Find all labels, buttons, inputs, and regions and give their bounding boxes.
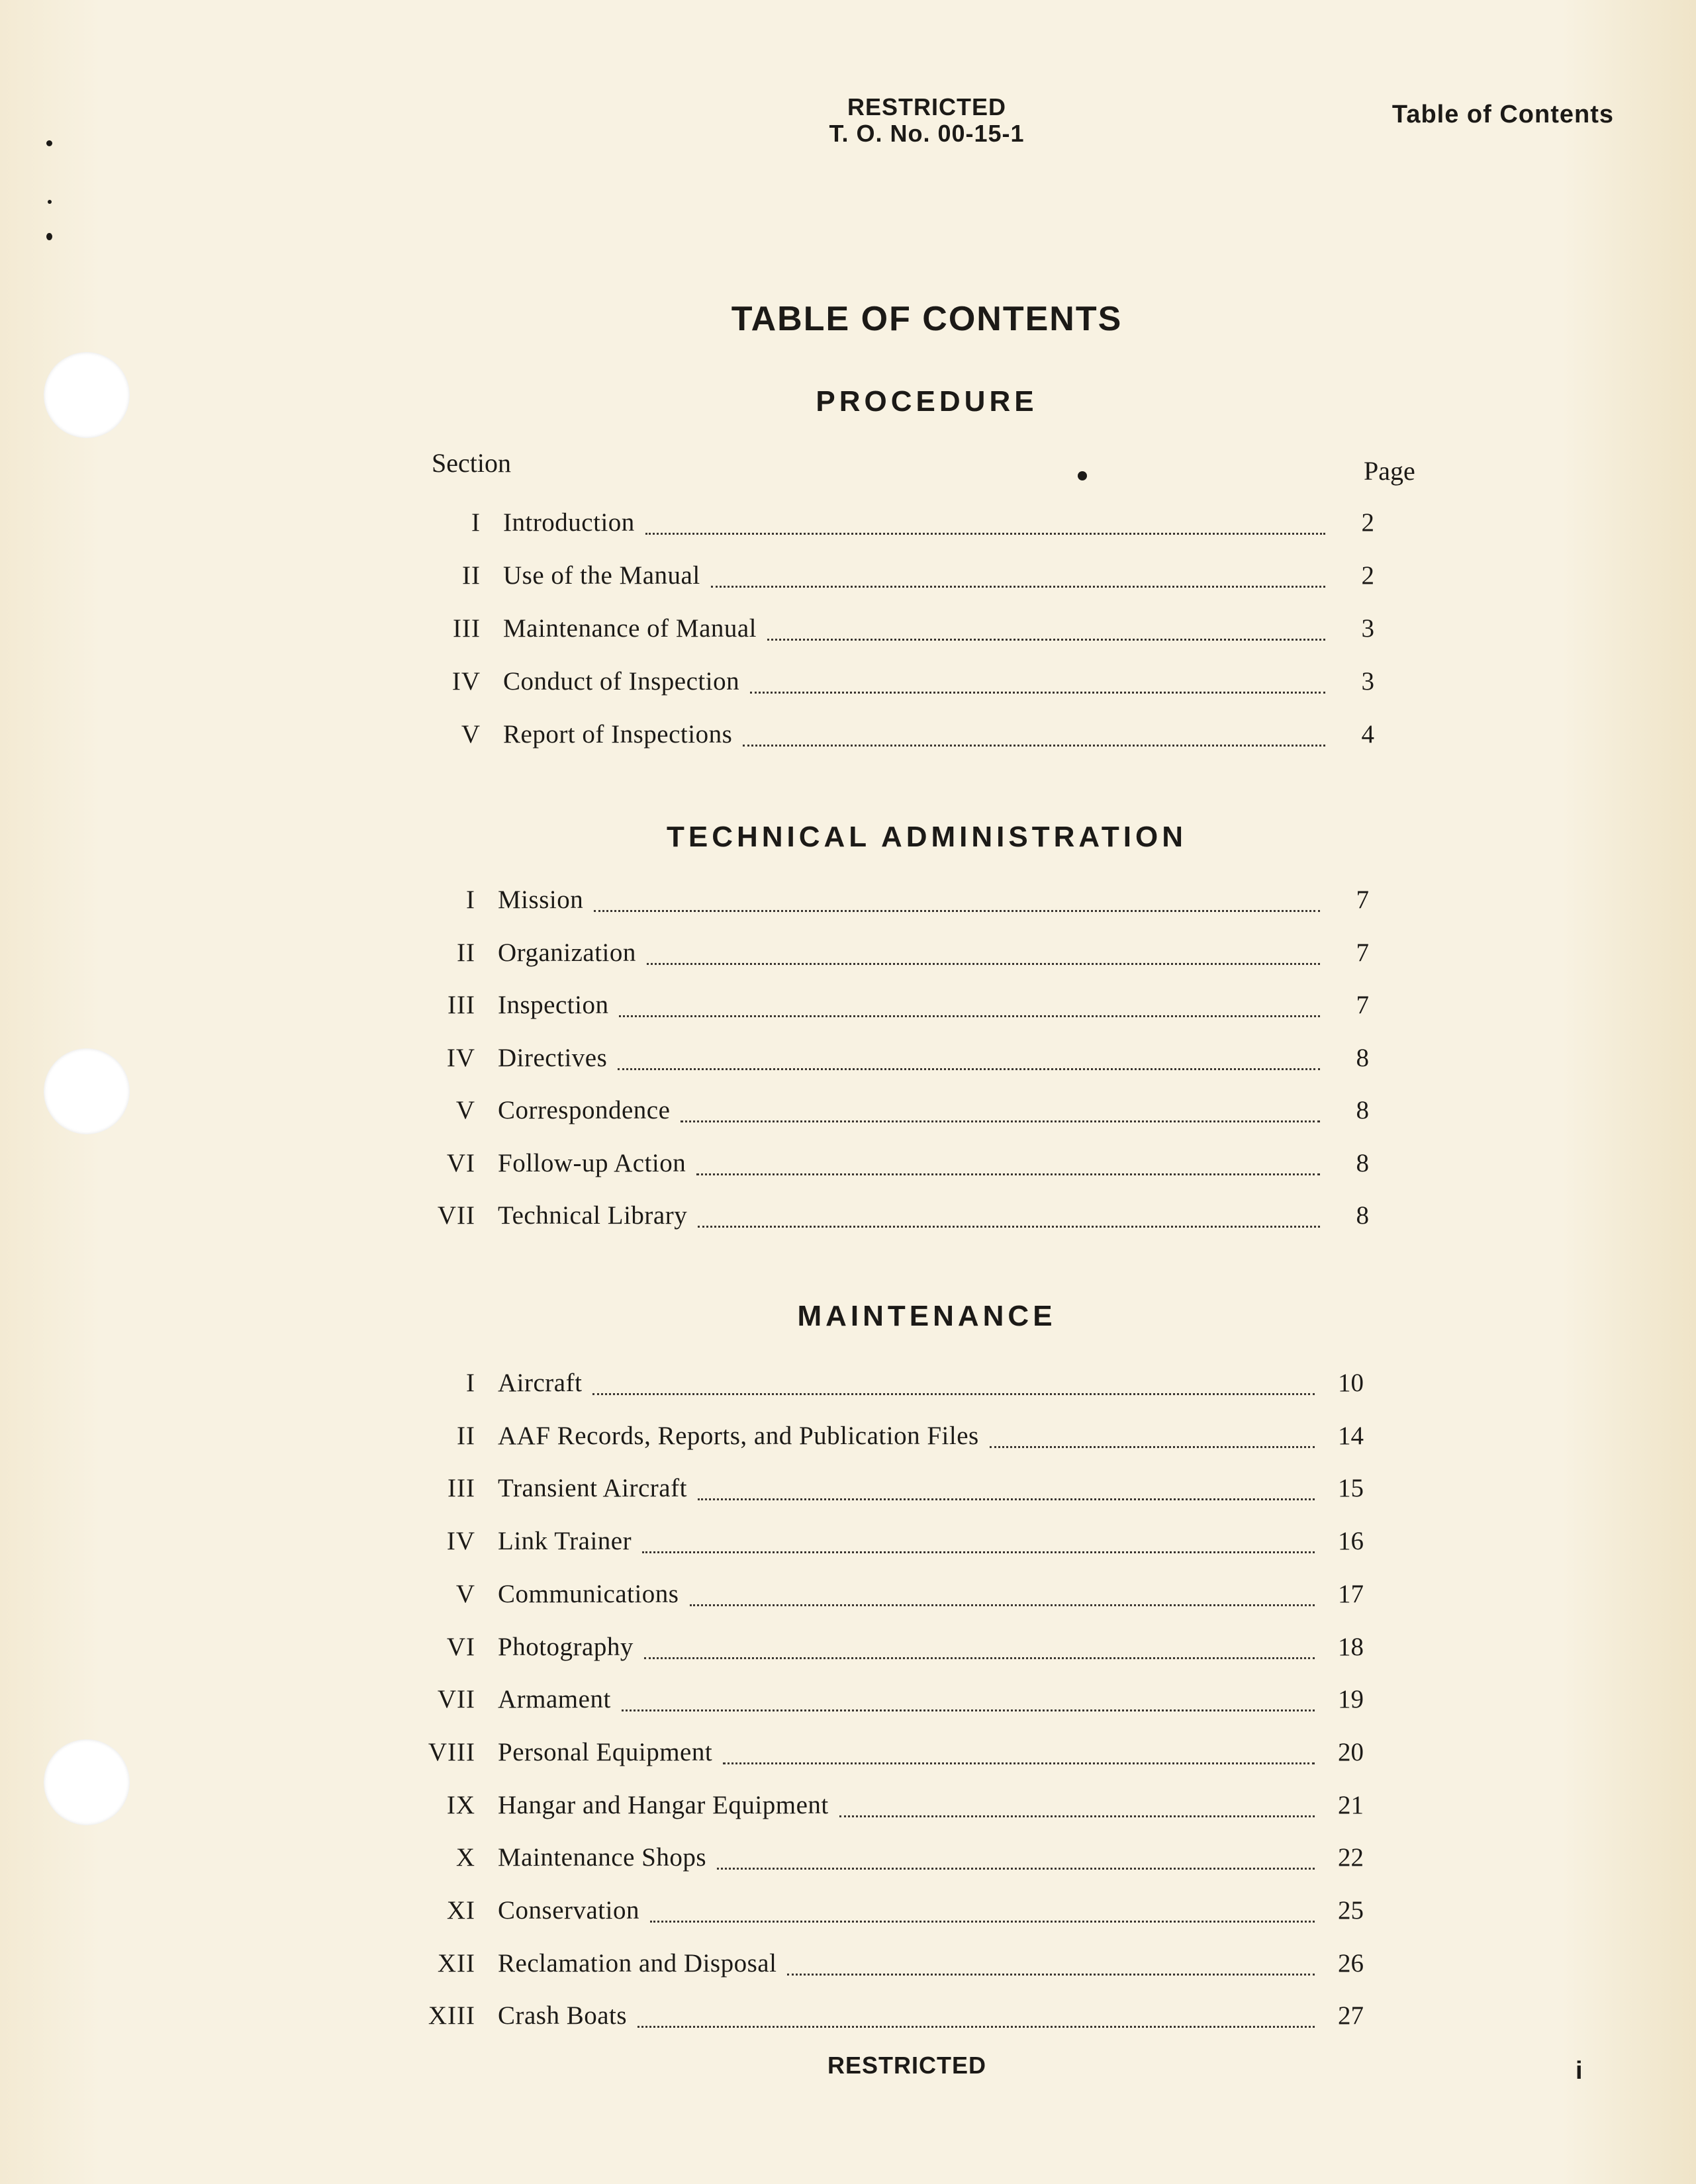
toc-entry-page-number: 22 (1338, 1843, 1364, 1872)
toc-dot-leader (650, 1913, 1315, 1923)
toc-entry (416, 1091, 1369, 1130)
section-heading-procedure: PROCEDURE (816, 385, 1038, 418)
toc-dot-leader (990, 1438, 1315, 1448)
toc-entry-title: Directives (498, 1044, 608, 1072)
toc-entry-section-number: IV (446, 1527, 475, 1555)
toc-entry-title: Inspection (498, 991, 609, 1019)
toc-entry-title: Transient Aircraft (498, 1474, 687, 1502)
punch-hole-bottom (44, 1739, 130, 1825)
toc-entry-page-number: 21 (1338, 1791, 1364, 1819)
toc-entry (416, 1680, 1364, 1719)
toc-dot-leader (690, 1596, 1315, 1606)
footer-page-number: i (1576, 2057, 1583, 2085)
toc-entry-page-number: 7 (1356, 886, 1369, 914)
toc-entry (421, 503, 1374, 543)
toc-entry-page-number: 3 (1361, 667, 1374, 696)
toc-entry (416, 933, 1369, 973)
toc-entry-page-number: 4 (1361, 720, 1374, 749)
toc-dot-leader (711, 578, 1325, 588)
toc-entry-title: Reclamation and Disposal (498, 1949, 777, 1978)
page-title: TABLE OF CONTENTS (731, 300, 1123, 338)
ink-speck (46, 233, 52, 240)
toc-entry-title: Use of the Manual (503, 561, 700, 590)
toc-entry (416, 1144, 1369, 1183)
toc-dot-leader (644, 1649, 1315, 1659)
toc-entry (421, 556, 1374, 596)
toc-entry-section-number: VI (446, 1149, 475, 1177)
toc-entry-title: Personal Equipment (498, 1738, 713, 1766)
toc-entry-section-number: V (455, 1096, 475, 1124)
toc-entry-page-number: 25 (1338, 1896, 1364, 1925)
toc-entry-section-number: IV (446, 1044, 475, 1072)
toc-entry-title: Maintenance of Manual (503, 614, 757, 643)
toc-entry (416, 1038, 1369, 1078)
toc-entry (421, 609, 1374, 649)
toc-entry (416, 1733, 1364, 1772)
toc-entry-title: Photography (498, 1633, 634, 1661)
toc-dot-leader (717, 1860, 1315, 1870)
toc-entry-title: Introduction (503, 508, 635, 537)
toc-entry-title: Crash Boats (498, 2001, 628, 2030)
toc-entry (416, 1838, 1364, 1878)
toc-entry-title: Mission (498, 886, 584, 914)
toc-entry-page-number: 10 (1338, 1369, 1364, 1397)
toc-entry (416, 1522, 1364, 1561)
toc-entry-title: Hangar and Hangar Equipment (498, 1791, 829, 1819)
toc-entry-title: Communications (498, 1580, 679, 1608)
toc-entry-section-number: V (461, 720, 481, 749)
toc-entry-title: Conduct of Inspection (503, 667, 740, 696)
toc-entry-title: Report of Inspections (503, 720, 733, 749)
toc-dot-leader (839, 1807, 1315, 1817)
toc-entry-page-number: 16 (1338, 1527, 1364, 1555)
toc-entry-section-number: IV (451, 667, 481, 696)
toc-entry-page-number: 8 (1356, 1201, 1369, 1230)
footer-classification: RESTRICTED (827, 2052, 986, 2079)
toc-entry-section-number: IX (446, 1791, 475, 1819)
toc-entry (416, 1363, 1364, 1403)
toc-entry-section-number: VII (437, 1685, 475, 1713)
toc-entry (416, 985, 1369, 1025)
toc-entry-section-number: II (462, 561, 481, 590)
ink-speck (1078, 471, 1087, 480)
header-classification: RESTRICTED (847, 93, 1006, 120)
toc-entry-title: Link Trainer (498, 1527, 632, 1555)
toc-entry-page-number: 14 (1338, 1422, 1364, 1450)
punch-hole-middle (44, 1048, 130, 1134)
toc-dot-leader (743, 737, 1325, 747)
toc-entry-section-number: I (466, 886, 475, 914)
toc-entry-page-number: 15 (1338, 1474, 1364, 1502)
toc-entry-page-number: 2 (1361, 508, 1374, 537)
toc-entry (416, 1574, 1364, 1614)
column-label-page: Page (1364, 456, 1415, 486)
toc-entry-section-number: II (457, 938, 475, 967)
toc-entry-section-number: XII (437, 1949, 475, 1978)
toc-entry-section-number: I (466, 1369, 475, 1397)
toc-entry-page-number: 20 (1338, 1738, 1364, 1766)
toc-dot-leader (787, 1966, 1315, 1976)
toc-entry-page-number: 8 (1356, 1096, 1369, 1124)
toc-entry-page-number: 18 (1338, 1633, 1364, 1661)
column-label-section: Section (432, 448, 511, 478)
toc-entry-page-number: 8 (1356, 1149, 1369, 1177)
toc-entry (416, 1469, 1364, 1508)
toc-entry-title: Aircraft (498, 1369, 583, 1397)
toc-dot-leader (767, 631, 1325, 641)
toc-entry-section-number: XI (446, 1896, 475, 1925)
toc-entry-page-number: 8 (1356, 1044, 1369, 1072)
toc-entry (416, 1786, 1364, 1825)
toc-entry-title: Follow-up Action (498, 1149, 686, 1177)
toc-entry-section-number: III (453, 614, 481, 643)
toc-entry (416, 880, 1369, 920)
toc-entry-page-number: 7 (1356, 938, 1369, 967)
header-order-number: T. O. No. 00-15-1 (829, 120, 1025, 147)
section-heading-maintenance: MAINTENANCE (797, 1300, 1057, 1332)
toc-dot-leader (637, 2018, 1315, 2028)
toc-entry (421, 662, 1374, 702)
toc-entry (416, 1196, 1369, 1236)
toc-entry-page-number: 2 (1361, 561, 1374, 590)
toc-entry-page-number: 7 (1356, 991, 1369, 1019)
header-block (728, 94, 1125, 147)
toc-dot-leader (622, 1702, 1315, 1711)
toc-entry-title: Technical Library (498, 1201, 688, 1230)
toc-dot-leader (642, 1543, 1315, 1553)
toc-entry-section-number: I (471, 508, 481, 537)
toc-entry-section-number: V (455, 1580, 475, 1608)
toc-entry (416, 1891, 1364, 1931)
toc-entry-page-number: 17 (1338, 1580, 1364, 1608)
toc-entry-title: Maintenance Shops (498, 1843, 707, 1872)
toc-dot-leader (592, 1385, 1315, 1395)
toc-entry-title: Conservation (498, 1896, 639, 1925)
toc-dot-leader (696, 1165, 1320, 1175)
toc-entry-title: Armament (498, 1685, 611, 1713)
section-heading-technical-administration: TECHNICAL ADMINISTRATION (666, 821, 1188, 853)
toc-dot-leader (618, 1060, 1320, 1070)
toc-entry-section-number: III (448, 1474, 475, 1502)
toc-entry-section-number: VII (437, 1201, 475, 1230)
toc-entry-section-number: VIII (428, 1738, 475, 1766)
toc-entry-title: AAF Records, Reports, and Publication Files (498, 1422, 979, 1450)
toc-entry-section-number: XIII (428, 2001, 475, 2030)
toc-dot-leader (698, 1490, 1315, 1500)
toc-entry-title: Correspondence (498, 1096, 671, 1124)
toc-dot-leader (647, 955, 1320, 965)
toc-entry-section-number: III (448, 991, 475, 1019)
toc-entry-title: Organization (498, 938, 636, 967)
header-running-title: Table of Contents (1391, 101, 1614, 128)
toc-dot-leader (594, 902, 1320, 912)
toc-entry-section-number: II (457, 1422, 475, 1450)
toc-entry-section-number: VI (446, 1633, 475, 1661)
toc-dot-leader (698, 1218, 1320, 1228)
toc-dot-leader (723, 1754, 1315, 1764)
toc-entry-section-number: X (455, 1843, 475, 1872)
toc-entry (416, 1996, 1364, 2036)
toc-entry (416, 1627, 1364, 1667)
toc-entry (416, 1944, 1364, 1983)
toc-entry (421, 715, 1374, 754)
toc-entry (416, 1416, 1364, 1456)
toc-entry-page-number: 19 (1338, 1685, 1364, 1713)
ink-speck (46, 140, 52, 146)
toc-dot-leader (645, 525, 1325, 535)
toc-dot-leader (681, 1113, 1320, 1122)
toc-dot-leader (750, 684, 1325, 694)
punch-hole-top (44, 352, 130, 438)
toc-entry-page-number: 27 (1338, 2001, 1364, 2030)
toc-entry-page-number: 3 (1361, 614, 1374, 643)
ink-speck (48, 200, 52, 204)
toc-dot-leader (619, 1007, 1320, 1017)
toc-entry-page-number: 26 (1338, 1949, 1364, 1978)
